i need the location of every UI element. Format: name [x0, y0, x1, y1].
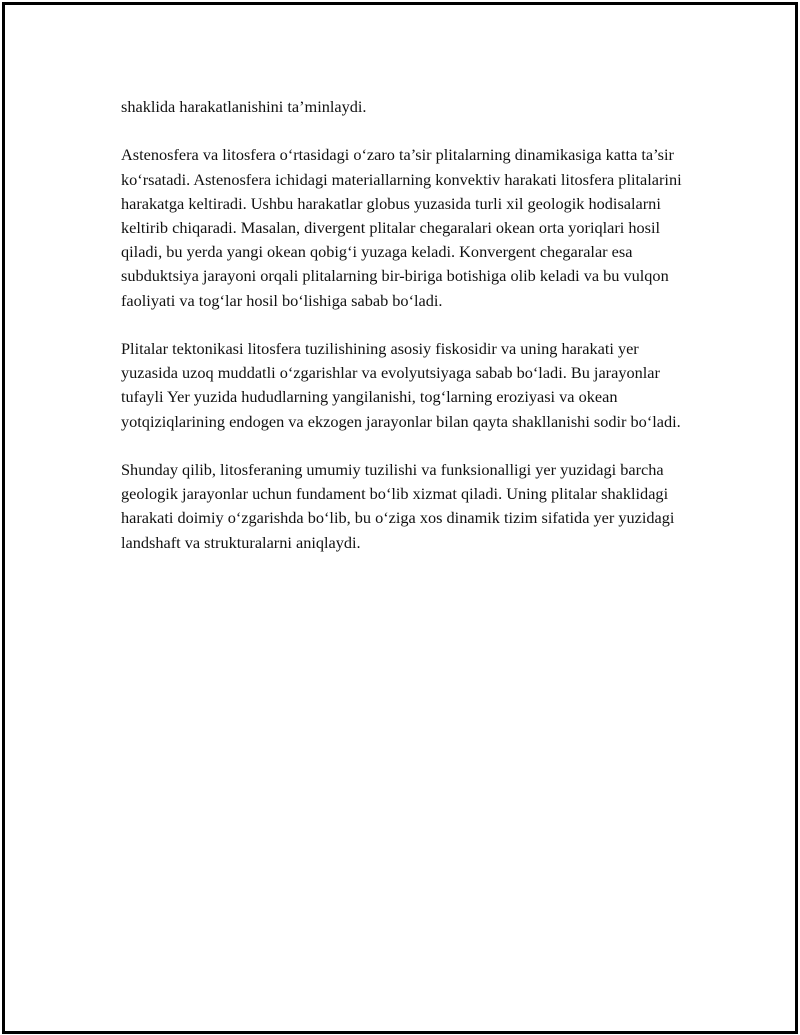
paragraph-conclusion: Shunday qilib, litosferaning umumiy tuzilishi va funksionalligi yer yuzidagi barcha geologik jarayonlar uchun fundament bo‘lib xizmat qiladi. Uning plitalar shaklidagi harakati doimiy o‘zgarishda bo‘lib, bu o‘ziga xos dinamik tizim sifatida yer yuzidagi landshaft va strukturalarni aniqlaydi.	[121, 460, 675, 552]
paragraph-astenosfera: Astenosfera va litosfera o‘rtasidagi o‘zaro ta’sir plitalarning dinamikasiga katta ta’sir ko‘rsatadi. Astenosfera ichidagi materiallarning konvektiv harakati litosfera plitalarini harakatga keltiradi. Ushbu harakatlar globus yuzasida turli xil geologik hodisalarni keltirib chiqaradi. Masalan, divergent plitalar chegaralari okean orta yoriqlari hosil qiladi, bu yerda yangi okean qobig‘i yuzaga keladi. Konvergent chegaralar esa subduktsiya jarayoni orqali plitalarning bir-biriga botishiga olib keladi va bu vulqon faoliyati va tog‘lar hosil bo‘lishiga sabab bo‘ladi.	[121, 145, 682, 310]
paragraph-continuation: shaklida harakatlanishini ta’minlaydi.	[121, 97, 367, 116]
page-frame	[2, 2, 798, 1034]
paragraph-plate-tectonics: Plitalar tektonikasi litosfera tuzilishining asosiy fiskosidir va uning harakati yer yuzasida uzoq muddatli o‘zgarishlar va evolyutsiyaga sabab bo‘ladi. Bu jarayonlar tufayli Yer yuzida hududlarning yangilanishi, tog‘larning eroziyasi va okean yotqiziqlarining endogen va ekzogen jarayonlar bilan qayta shakllanishi sodir bo‘ladi.	[121, 339, 681, 431]
document-body	[121, 95, 693, 579]
